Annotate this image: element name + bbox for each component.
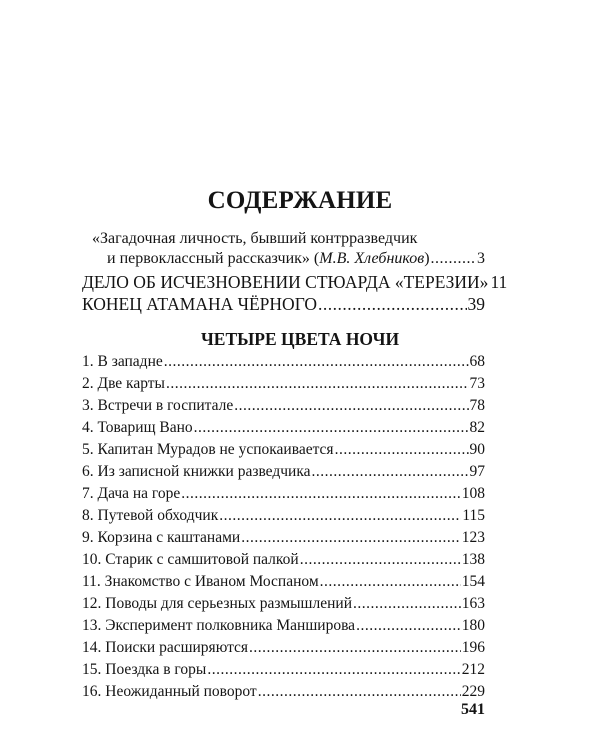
chapter-entry [82, 461, 485, 483]
chapter-entry [82, 681, 485, 703]
chapter-title: 12. Поводы для серьезных размышлений [82, 595, 352, 612]
toc-entry-title: ДЕЛО ОБ ИСЧЕЗНОВЕНИИ СТЮАРДА «ТЕРЕЗИИ» [82, 272, 489, 292]
dot-leader [234, 395, 468, 417]
chapter-page: 68 [469, 353, 485, 370]
chapter-page: 196 [461, 639, 485, 656]
chapter-page: 138 [461, 551, 485, 568]
toc-entry-page: 39 [467, 294, 485, 314]
chapter-title: 1. В западне [82, 353, 163, 370]
chapter-entry [82, 615, 485, 637]
chapter-entry [82, 417, 485, 439]
chapter-page: 90 [469, 441, 485, 458]
toc-entry-page: 11 [490, 272, 508, 292]
chapter-page: 180 [461, 617, 485, 634]
dot-leader [219, 505, 461, 527]
chapter-entry [82, 395, 485, 417]
chapter-page: 123 [461, 529, 485, 546]
chapter-entry [82, 659, 485, 681]
chapter-title: 3. Встречи в госпитале [82, 397, 234, 414]
chapter-entry [82, 571, 485, 593]
dot-leader [181, 483, 460, 505]
intro-entry-close: ) [424, 250, 430, 267]
toc-entry [82, 271, 508, 293]
chapter-entry [82, 439, 485, 461]
chapter-entry [82, 351, 485, 373]
chapter-title: 7. Дача на горе [82, 485, 181, 502]
chapter-title: 6. Из записной книжки разведчика [82, 463, 311, 480]
chapter-entry [82, 483, 485, 505]
chapter-page: 163 [461, 595, 485, 612]
dot-leader [258, 681, 461, 703]
chapter-title: 11. Знакомство с Иваном Моспаном [82, 573, 319, 590]
intro-entry [107, 249, 485, 269]
dot-leader [241, 527, 461, 549]
chapter-title: 10. Старик с самшитовой палкой [82, 551, 299, 568]
chapter-title: 14. Поиски расширяются [82, 639, 249, 656]
dot-leader [300, 549, 461, 571]
chapter-entry [82, 527, 485, 549]
dot-leader [335, 439, 469, 461]
chapter-page: 82 [469, 419, 485, 436]
chapter-page: 154 [461, 573, 485, 590]
chapter-title: 13. Эксперимент полковника Манширова [82, 617, 356, 634]
dot-leader [353, 593, 461, 615]
chapter-title: 5. Капитан Мурадов не успокаивается [82, 441, 334, 458]
dot-leader [312, 461, 469, 483]
intro-entry-text: и первоклассный рассказчик» ( [107, 250, 320, 267]
chapter-title: 2. Две карты [82, 375, 165, 392]
section-title: ЧЕТЫРЕ ЦВЕТА НОЧИ [200, 329, 400, 349]
dot-leader [249, 637, 461, 659]
chapter-page: 108 [461, 485, 485, 502]
dot-leader [207, 659, 460, 681]
intro-entry-page: 3 [477, 250, 485, 267]
dot-leader [164, 351, 469, 373]
dot-leader [356, 615, 461, 637]
chapter-page: 78 [469, 397, 485, 414]
chapter-page: 229 [461, 683, 485, 700]
intro-entry-line1: «Загадочная личность, бывший контрразведчик [92, 230, 418, 247]
dot-leader [431, 249, 476, 269]
dot-leader [166, 373, 469, 395]
chapter-entry [82, 373, 485, 395]
intro-entry-author: М.В. Хлебников [319, 250, 425, 267]
chapter-page: 73 [469, 375, 485, 392]
intro-entry-title [107, 249, 430, 269]
chapter-title: 8. Путевой обходчик [82, 507, 219, 524]
chapter-title: 16. Неожиданный поворот [82, 683, 257, 700]
chapter-title: 15. Поездка в горы [82, 661, 207, 678]
chapter-entry [82, 637, 485, 659]
dot-leader [318, 293, 466, 315]
dot-leader [320, 571, 461, 593]
page-number: 541 [461, 701, 485, 718]
dot-leader [194, 417, 469, 439]
chapter-title: 4. Товарищ Вано [82, 419, 193, 436]
toc-entry-title: КОНЕЦ АТАМАНА ЧЁРНОГО [82, 294, 318, 314]
chapter-entry [82, 505, 485, 527]
toc-entry [82, 293, 485, 315]
chapter-page: 97 [469, 463, 485, 480]
chapter-page: 115 [462, 507, 485, 524]
chapter-entry [82, 549, 485, 571]
chapter-entry [82, 593, 485, 615]
chapter-title: 9. Корзина с каштанами [82, 529, 241, 546]
chapter-page: 212 [461, 661, 485, 678]
page-title: СОДЕРЖАНИЕ [207, 187, 393, 214]
